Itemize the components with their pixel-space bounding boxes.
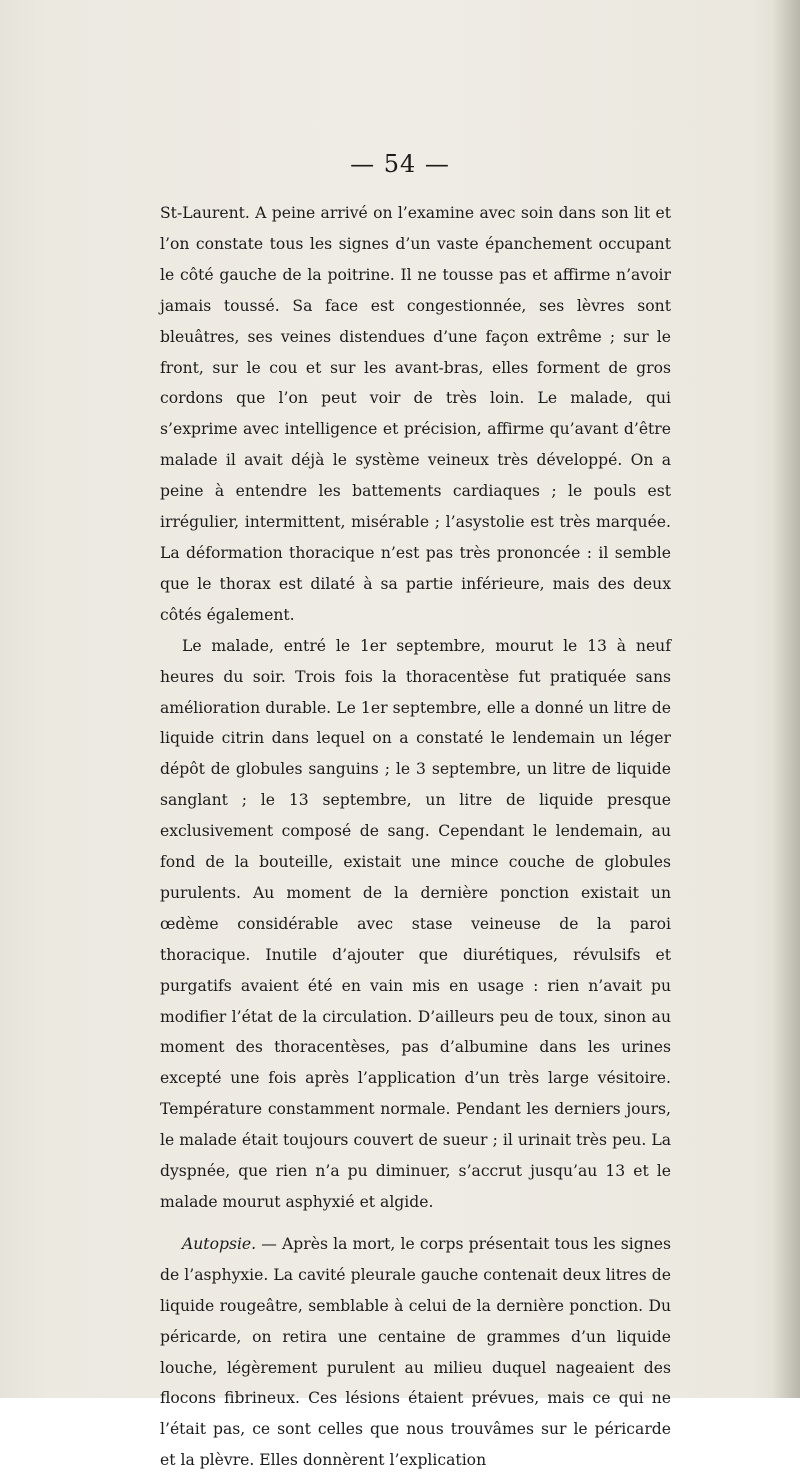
autopsy-label: Autopsie. bbox=[182, 1234, 257, 1253]
page-edge-shadow bbox=[772, 0, 800, 1398]
paragraph-case-history: St-Laurent. A peine arrivé on l’examine avec soin dans son lit et l’on constate tous les signes d’un vaste épanchement occupant le côté gauche de la poitrine. Il ne tousse pas et affirme n’avoir jamais toussé. Sa face est congestionnée, ses lèvres sont bleuâtres, ses veines distendues d’une façon extrême ; sur le front, sur le cou et sur les avant-bras, elles forment de gros cordons que l’on peut voir de très loin. Le malade, qui s’exprime avec intelligence et précision, affirme qu’avant d’être malade il avait déjà le système veineux très développé. On a peine à entendre les battements cardiaques ; le pouls est irrégulier, intermittent, misérable ; l’asystolie est très marquée. La déformation thoracique n’est pas très prononcée : il semble que le thorax est dilaté à sa partie inférieure, mais des deux côtés également. bbox=[160, 204, 671, 624]
body-text bbox=[160, 198, 671, 1476]
paragraph-autopsy bbox=[160, 1229, 671, 1476]
autopsy-text: — Après la mort, le corps présentait tous les signes de l’asphyxie. La cavité pleurale gauche contenait deux litres de liquide rougeâtre, semblable à celui de la dernière ponction. Du péricarde, on retira une centaine de grammes d’un liquide louche, légèrement purulent au milieu duquel nageaient des flocons fibrineux. Ces lésions étaient prévues, mais ce qui ne l’était pas, ce sont celles que nous trouvâmes sur le péricarde et la plèvre. Elles donnèrent l’explication bbox=[160, 1234, 671, 1470]
paragraph-clinical-course: Le malade, entré le 1er septembre, mourut le 13 à neuf heures du soir. Trois fois la thoracentèse fut pratiquée sans amélioration durable. Le 1er septembre, elle a donné un litre de liquide citrin dans lequel on a constaté le lendemain un léger dépôt de globules sanguins ; le 3 septembre, un litre de liquide sanglant ; le 13 septembre, un litre de liquide presque exclusivement composé de sang. Cependant le lendemain, au fond de la bouteille, existait une mince couche de globules purulents. Au moment de la dernière ponction existait un œdème considérable avec stase veineuse de la paroi thoracique. Inutile d’ajouter que diurétiques, révulsifs et purgatifs avaient été en vain mis en usage : rien n’avait pu modifier l’état de la circulation. D’ailleurs peu de toux, sinon au moment des thoracentèses, pas d’albumine dans les urines excepté une fois après l’application d’un très large vésitoire. Température constamment normale. Pendant les derniers jours, le malade était toujours couvert de sueur ; il urinait très peu. La dyspnée, que rien n’a pu diminuer, s’accrut jusqu’au 13 et le malade mourut asphyxié et algide. bbox=[160, 636, 671, 1211]
page-number: — 54 — bbox=[350, 150, 450, 178]
